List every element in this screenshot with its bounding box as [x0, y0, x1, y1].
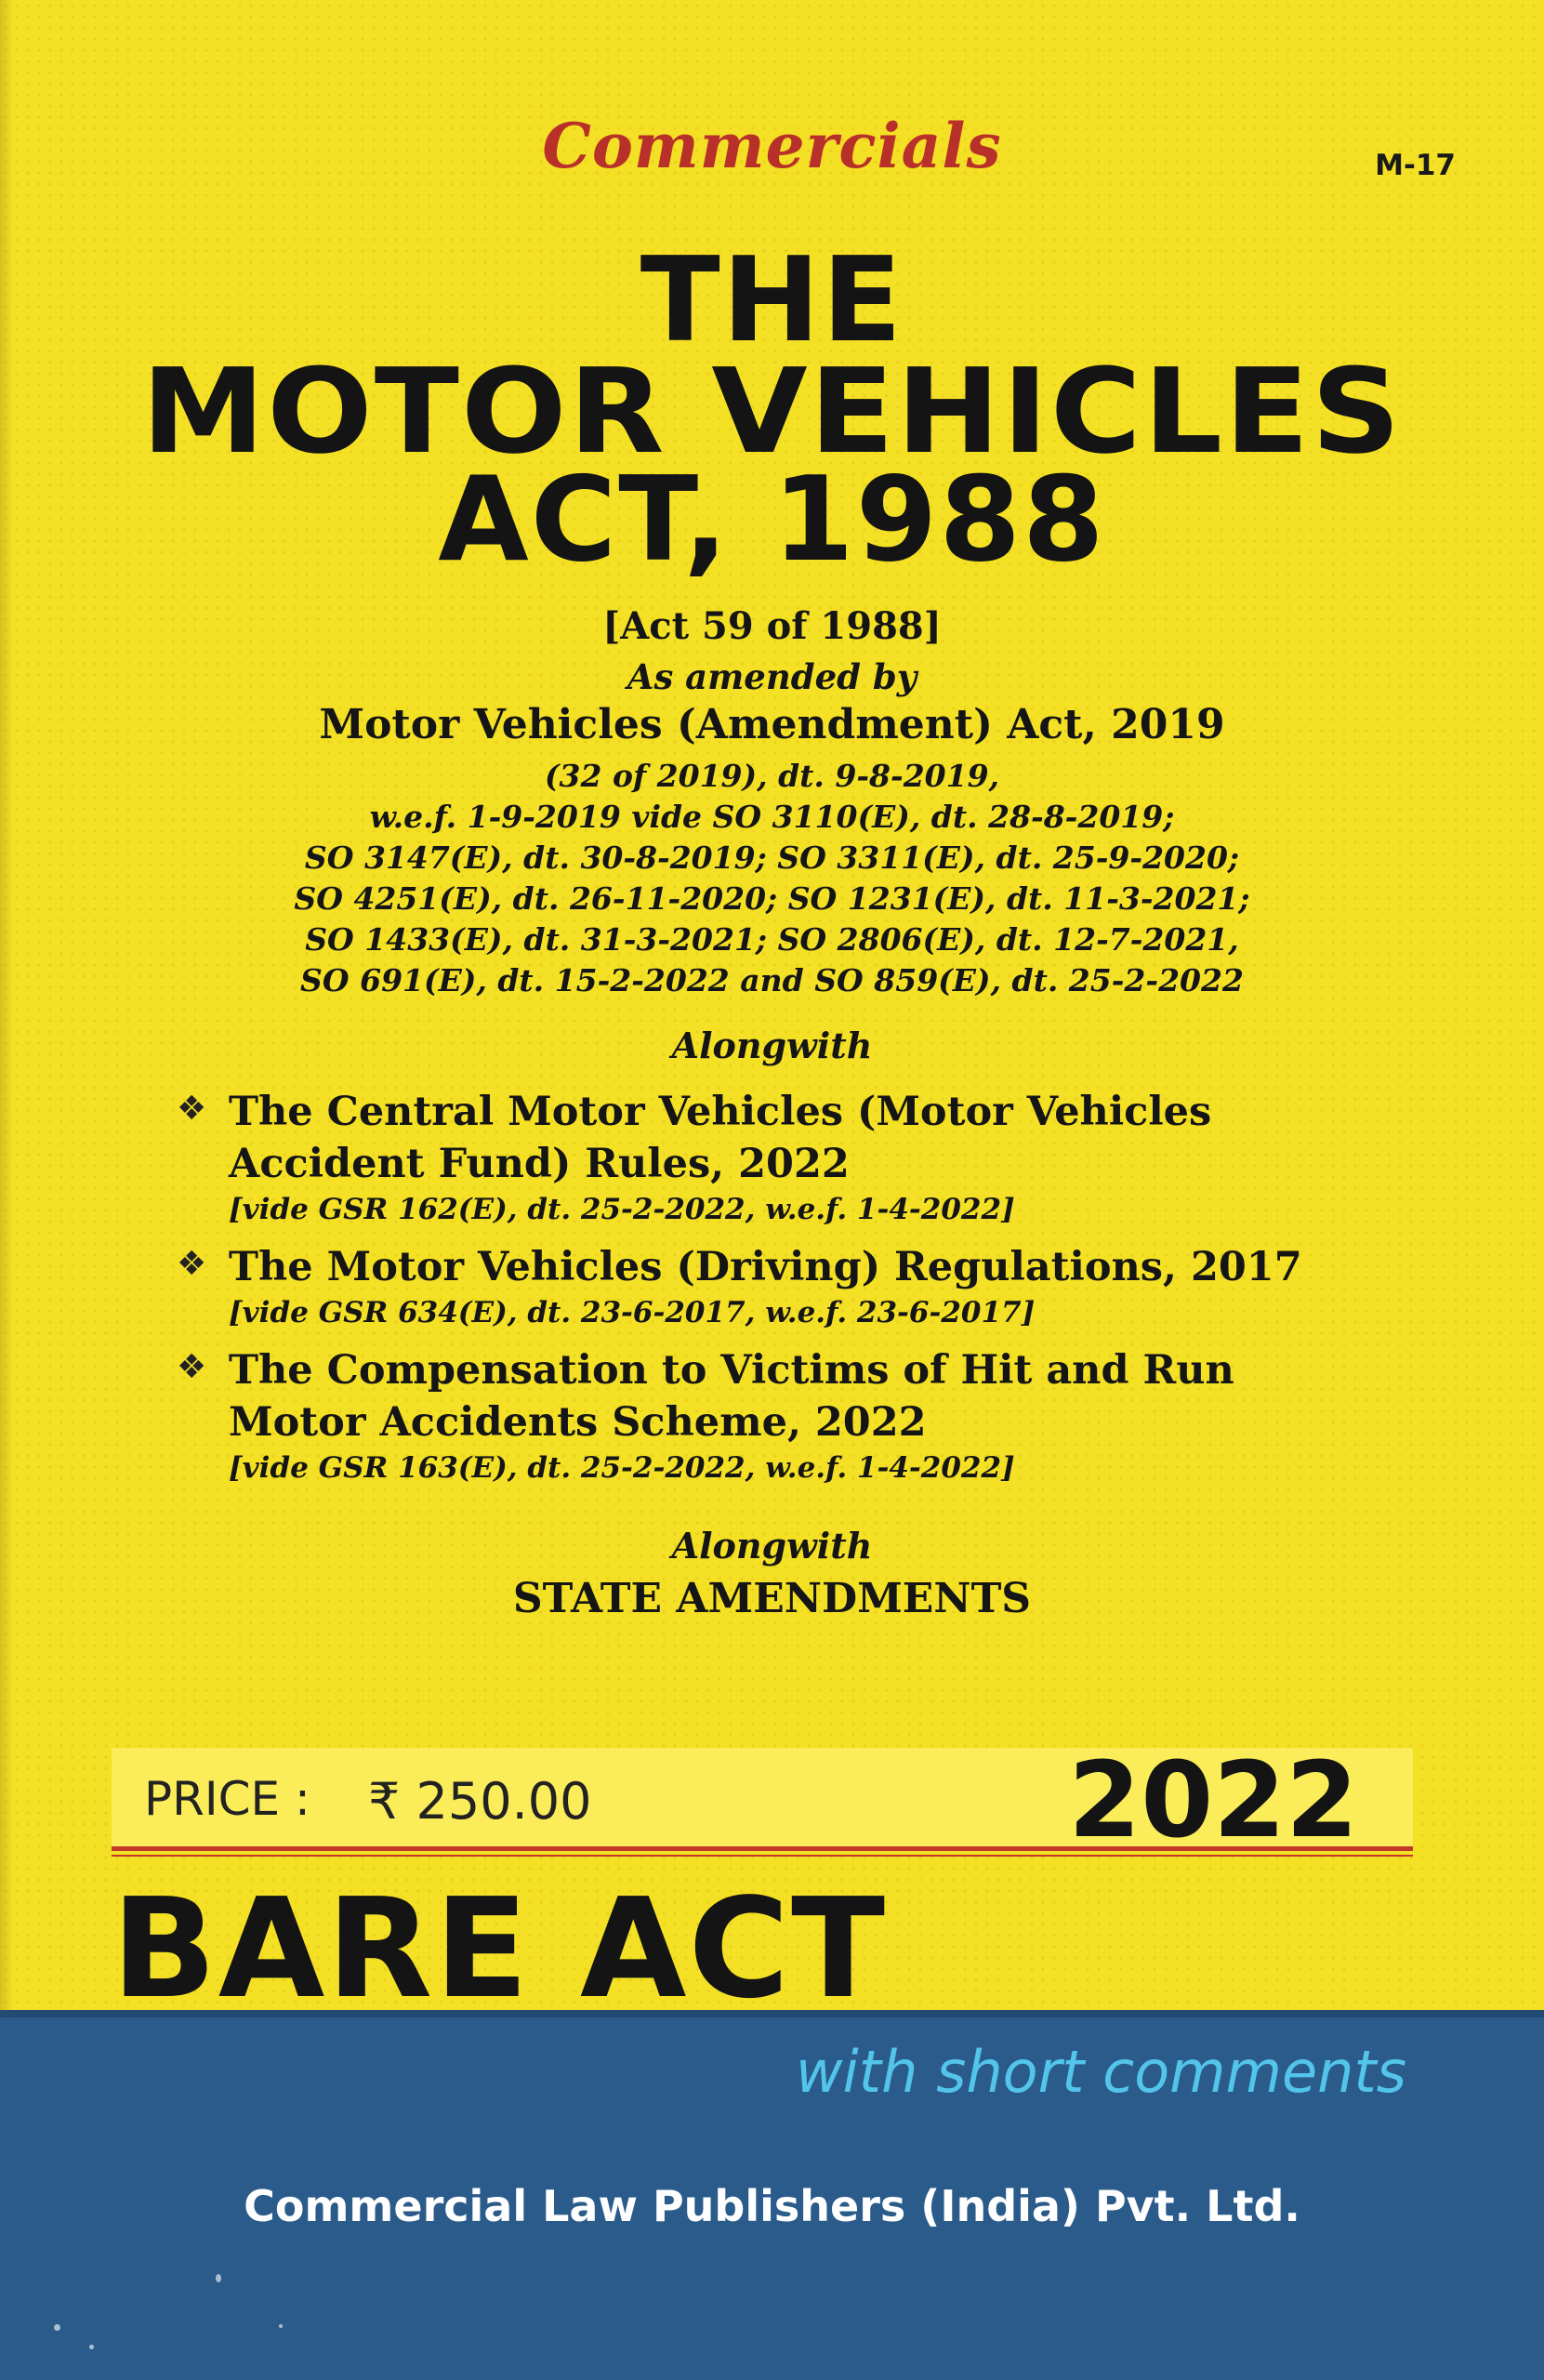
item-title-line: The Compensation to Victims of Hit and Run	[229, 1347, 1234, 1394]
title-line-3: ACT, 1988	[438, 451, 1106, 588]
alongwith-label-2: Alongwith	[671, 1525, 873, 1567]
wear-mark	[89, 2345, 94, 2349]
amendment-note: SO 4251(E), dt. 26-11-2020; SO 1231(E), dt. 11-3-2021;	[294, 880, 1250, 917]
amending-act-title: Motor Vehicles (Amendment) Act, 2019	[319, 701, 1225, 748]
title-line-2: MOTOR VEHICLES	[141, 343, 1403, 480]
item-title-line: The Central Motor Vehicles (Motor Vehicles	[229, 1089, 1212, 1135]
wear-mark	[279, 2324, 283, 2328]
tagline: with short comments	[795, 2038, 1406, 2106]
price-value: ₹ 250.00	[368, 1772, 592, 1831]
brand-logo-text: Commercials	[542, 110, 1002, 182]
item-note: [vide GSR 162(E), dt. 25-2-2022, w.e.f. 1-4-2022]	[229, 1193, 1015, 1226]
amendment-note: SO 3147(E), dt. 30-8-2019; SO 3311(E), dt. 25-9-2020;	[304, 840, 1240, 876]
item-title-line: Motor Accidents Scheme, 2022	[229, 1399, 927, 1446]
edition-year: 2022	[1068, 1740, 1358, 1861]
wear-mark	[54, 2324, 60, 2331]
diamond-bullet-icon: ❖	[177, 1348, 207, 1386]
amended-by-label: As amended by	[627, 656, 917, 697]
item-title-line: Accident Fund) Rules, 2022	[229, 1141, 850, 1187]
diamond-bullet-icon: ❖	[177, 1090, 207, 1128]
publisher-name: Commercial Law Publishers (India) Pvt. Ltd.	[244, 2181, 1300, 2231]
amendment-note: SO 1433(E), dt. 31-3-2021; SO 2806(E), dt. 12-7-2021,	[305, 921, 1239, 958]
bare-act-heading: BARE ACT	[112, 1869, 888, 2029]
state-amendments-label: STATE AMENDMENTS	[512, 1575, 1032, 1622]
included-rule-item	[177, 1241, 1404, 1332]
item-title-line: The Motor Vehicles (Driving) Regulations, 2017	[229, 1244, 1302, 1290]
alongwith-label: Alongwith	[671, 1025, 873, 1066]
title-line-1: THE	[640, 231, 904, 368]
included-rule-item	[177, 1344, 1404, 1488]
series-code: M-17	[1375, 149, 1456, 182]
price-label: PRICE :	[144, 1772, 310, 1826]
wear-mark	[216, 2274, 221, 2282]
item-note: [vide GSR 634(E), dt. 23-6-2017, w.e.f. 23-6-2017]	[229, 1296, 1036, 1329]
amendment-note: SO 691(E), dt. 15-2-2022 and SO 859(E), dt. 25-2-2022	[300, 962, 1244, 998]
included-rule-item	[177, 1086, 1404, 1229]
diamond-bullet-icon: ❖	[177, 1245, 207, 1283]
amendment-note: w.e.f. 1-9-2019 vide SO 3110(E), dt. 28-8-2019;	[369, 799, 1175, 835]
act-number: [Act 59 of 1988]	[602, 604, 942, 648]
amendment-note: (32 of 2019), dt. 9-8-2019,	[544, 758, 1000, 794]
item-note: [vide GSR 163(E), dt. 25-2-2022, w.e.f. 1-4-2022]	[229, 1451, 1015, 1485]
